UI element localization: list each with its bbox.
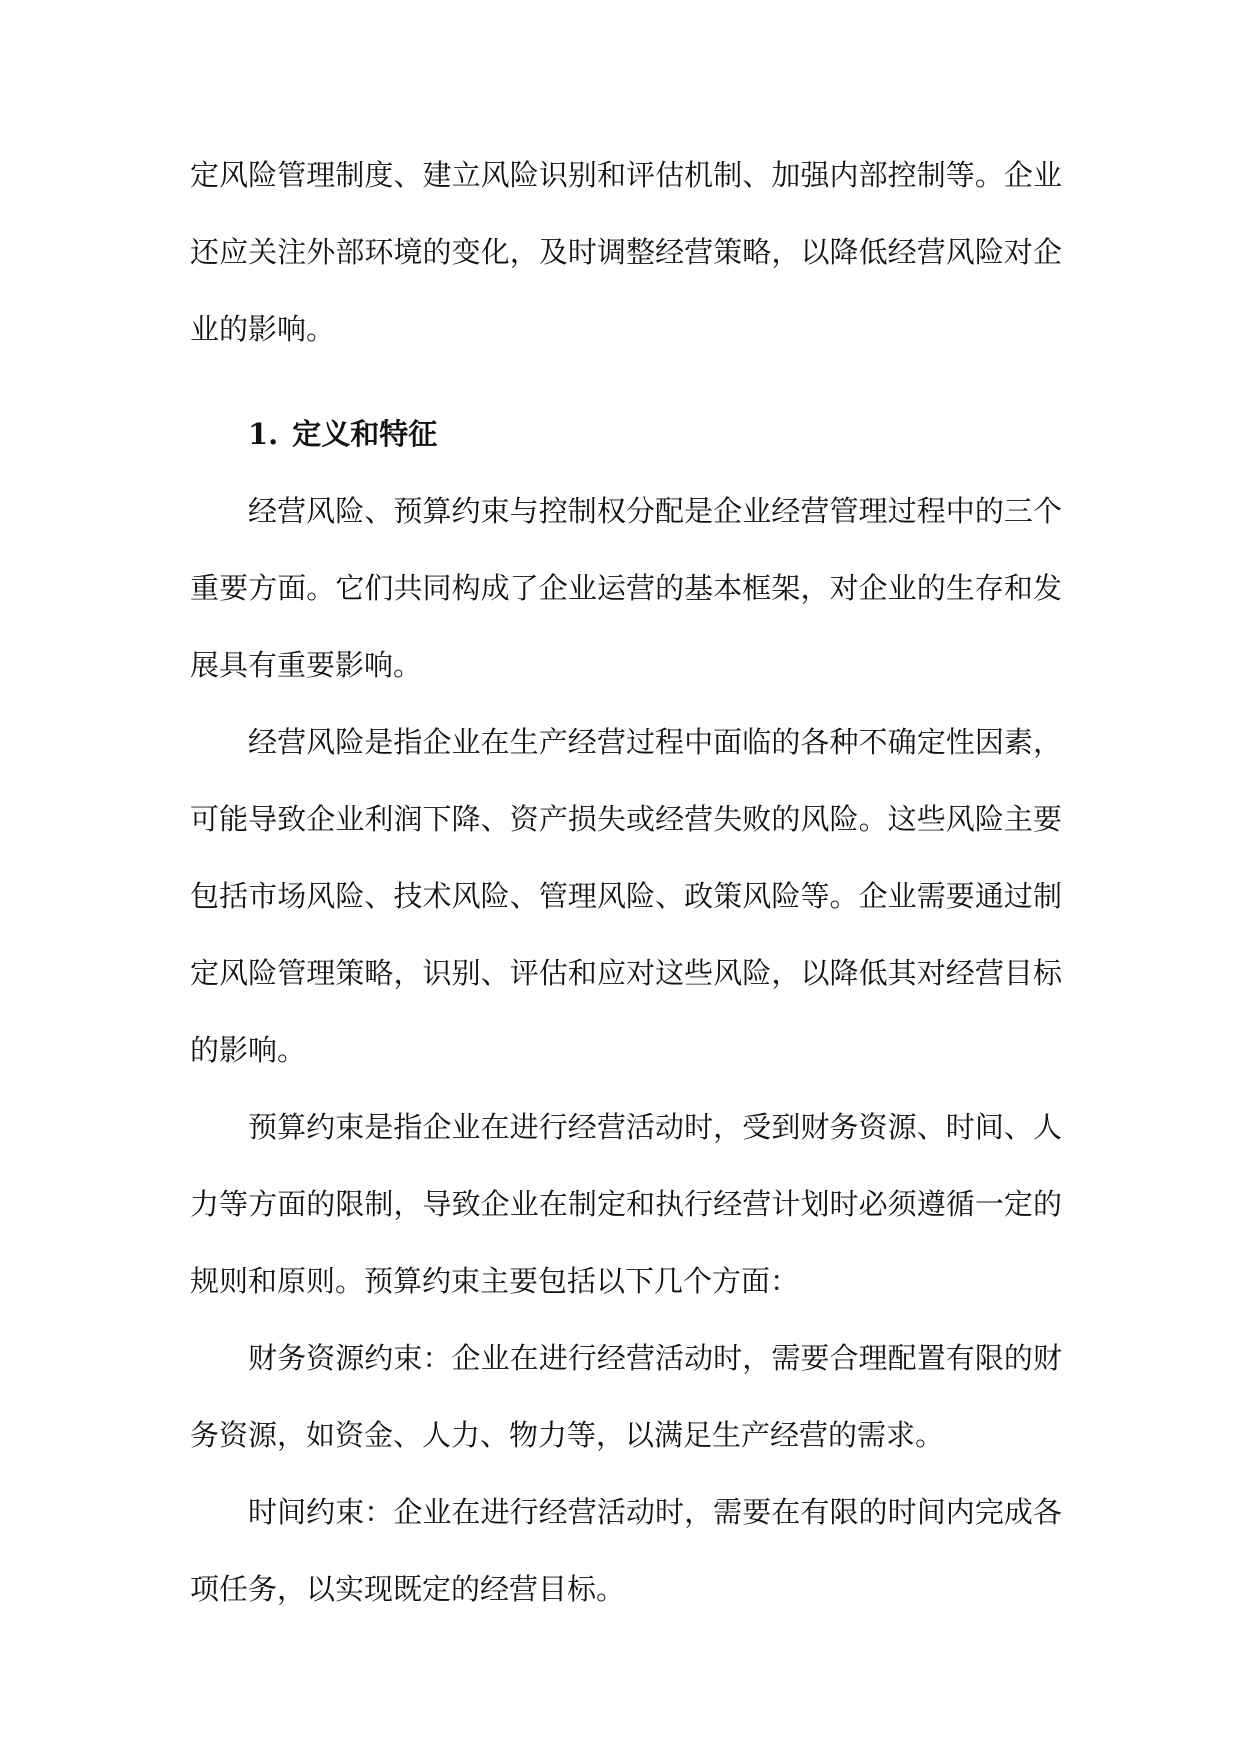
intro-paragraphs xyxy=(190,137,1062,368)
section-title: 定义和特征 xyxy=(292,417,438,451)
section-number: 1. xyxy=(248,417,279,451)
text-line: 项任务，以实现既定的经营目标。 xyxy=(190,1572,626,1606)
text-line: 力等方面的限制，导致企业在制定和执行经营计划时必须遵循一定的 xyxy=(190,1187,1062,1221)
text-line: 业的影响。 xyxy=(190,312,336,346)
paragraph xyxy=(190,1474,1062,1628)
text-line: 财务资源约束：企业在进行经营活动时，需要合理配置有限的财 xyxy=(248,1341,1062,1375)
paragraph xyxy=(190,1089,1062,1320)
text-line: 预算约束是指企业在进行经营活动时，受到财务资源、时间、人 xyxy=(248,1110,1062,1144)
body-paragraphs xyxy=(190,473,1062,1628)
paragraph xyxy=(190,704,1062,1089)
text-line: 可能导致企业利润下降、资产损失或经营失败的风险。这些风险主要 xyxy=(190,802,1062,836)
section-heading xyxy=(190,396,1062,473)
text-line: 定风险管理策略，识别、评估和应对这些风险，以降低其对经营目标 xyxy=(190,956,1062,990)
paragraph xyxy=(190,1320,1062,1474)
text-line: 经营风险、预算约束与控制权分配是企业经营管理过程中的三个 xyxy=(248,494,1062,528)
document-page xyxy=(190,137,1062,1628)
paragraph xyxy=(190,137,1062,368)
text-line: 务资源，如资金、人力、物力等，以满足生产经营的需求。 xyxy=(190,1418,945,1452)
paragraph xyxy=(190,473,1062,704)
text-line: 还应关注外部环境的变化，及时调整经营策略，以降低经营风险对企 xyxy=(190,235,1062,269)
text-line: 重要方面。它们共同构成了企业运营的基本框架，对企业的生存和发 xyxy=(190,571,1062,605)
text-line: 经营风险是指企业在生产经营过程中面临的各种不确定性因素， xyxy=(248,725,1062,759)
text-line: 时间约束：企业在进行经营活动时，需要在有限的时间内完成各 xyxy=(248,1495,1062,1529)
text-line: 规则和原则。预算约束主要包括以下几个方面： xyxy=(190,1264,800,1298)
text-line: 展具有重要影响。 xyxy=(190,648,423,682)
text-line: 包括市场风险、技术风险、管理风险、政策风险等。企业需要通过制 xyxy=(190,879,1062,913)
text-line: 定风险管理制度、建立风险识别和评估机制、加强内部控制等。企业 xyxy=(190,158,1062,192)
text-line: 的影响。 xyxy=(190,1033,307,1067)
